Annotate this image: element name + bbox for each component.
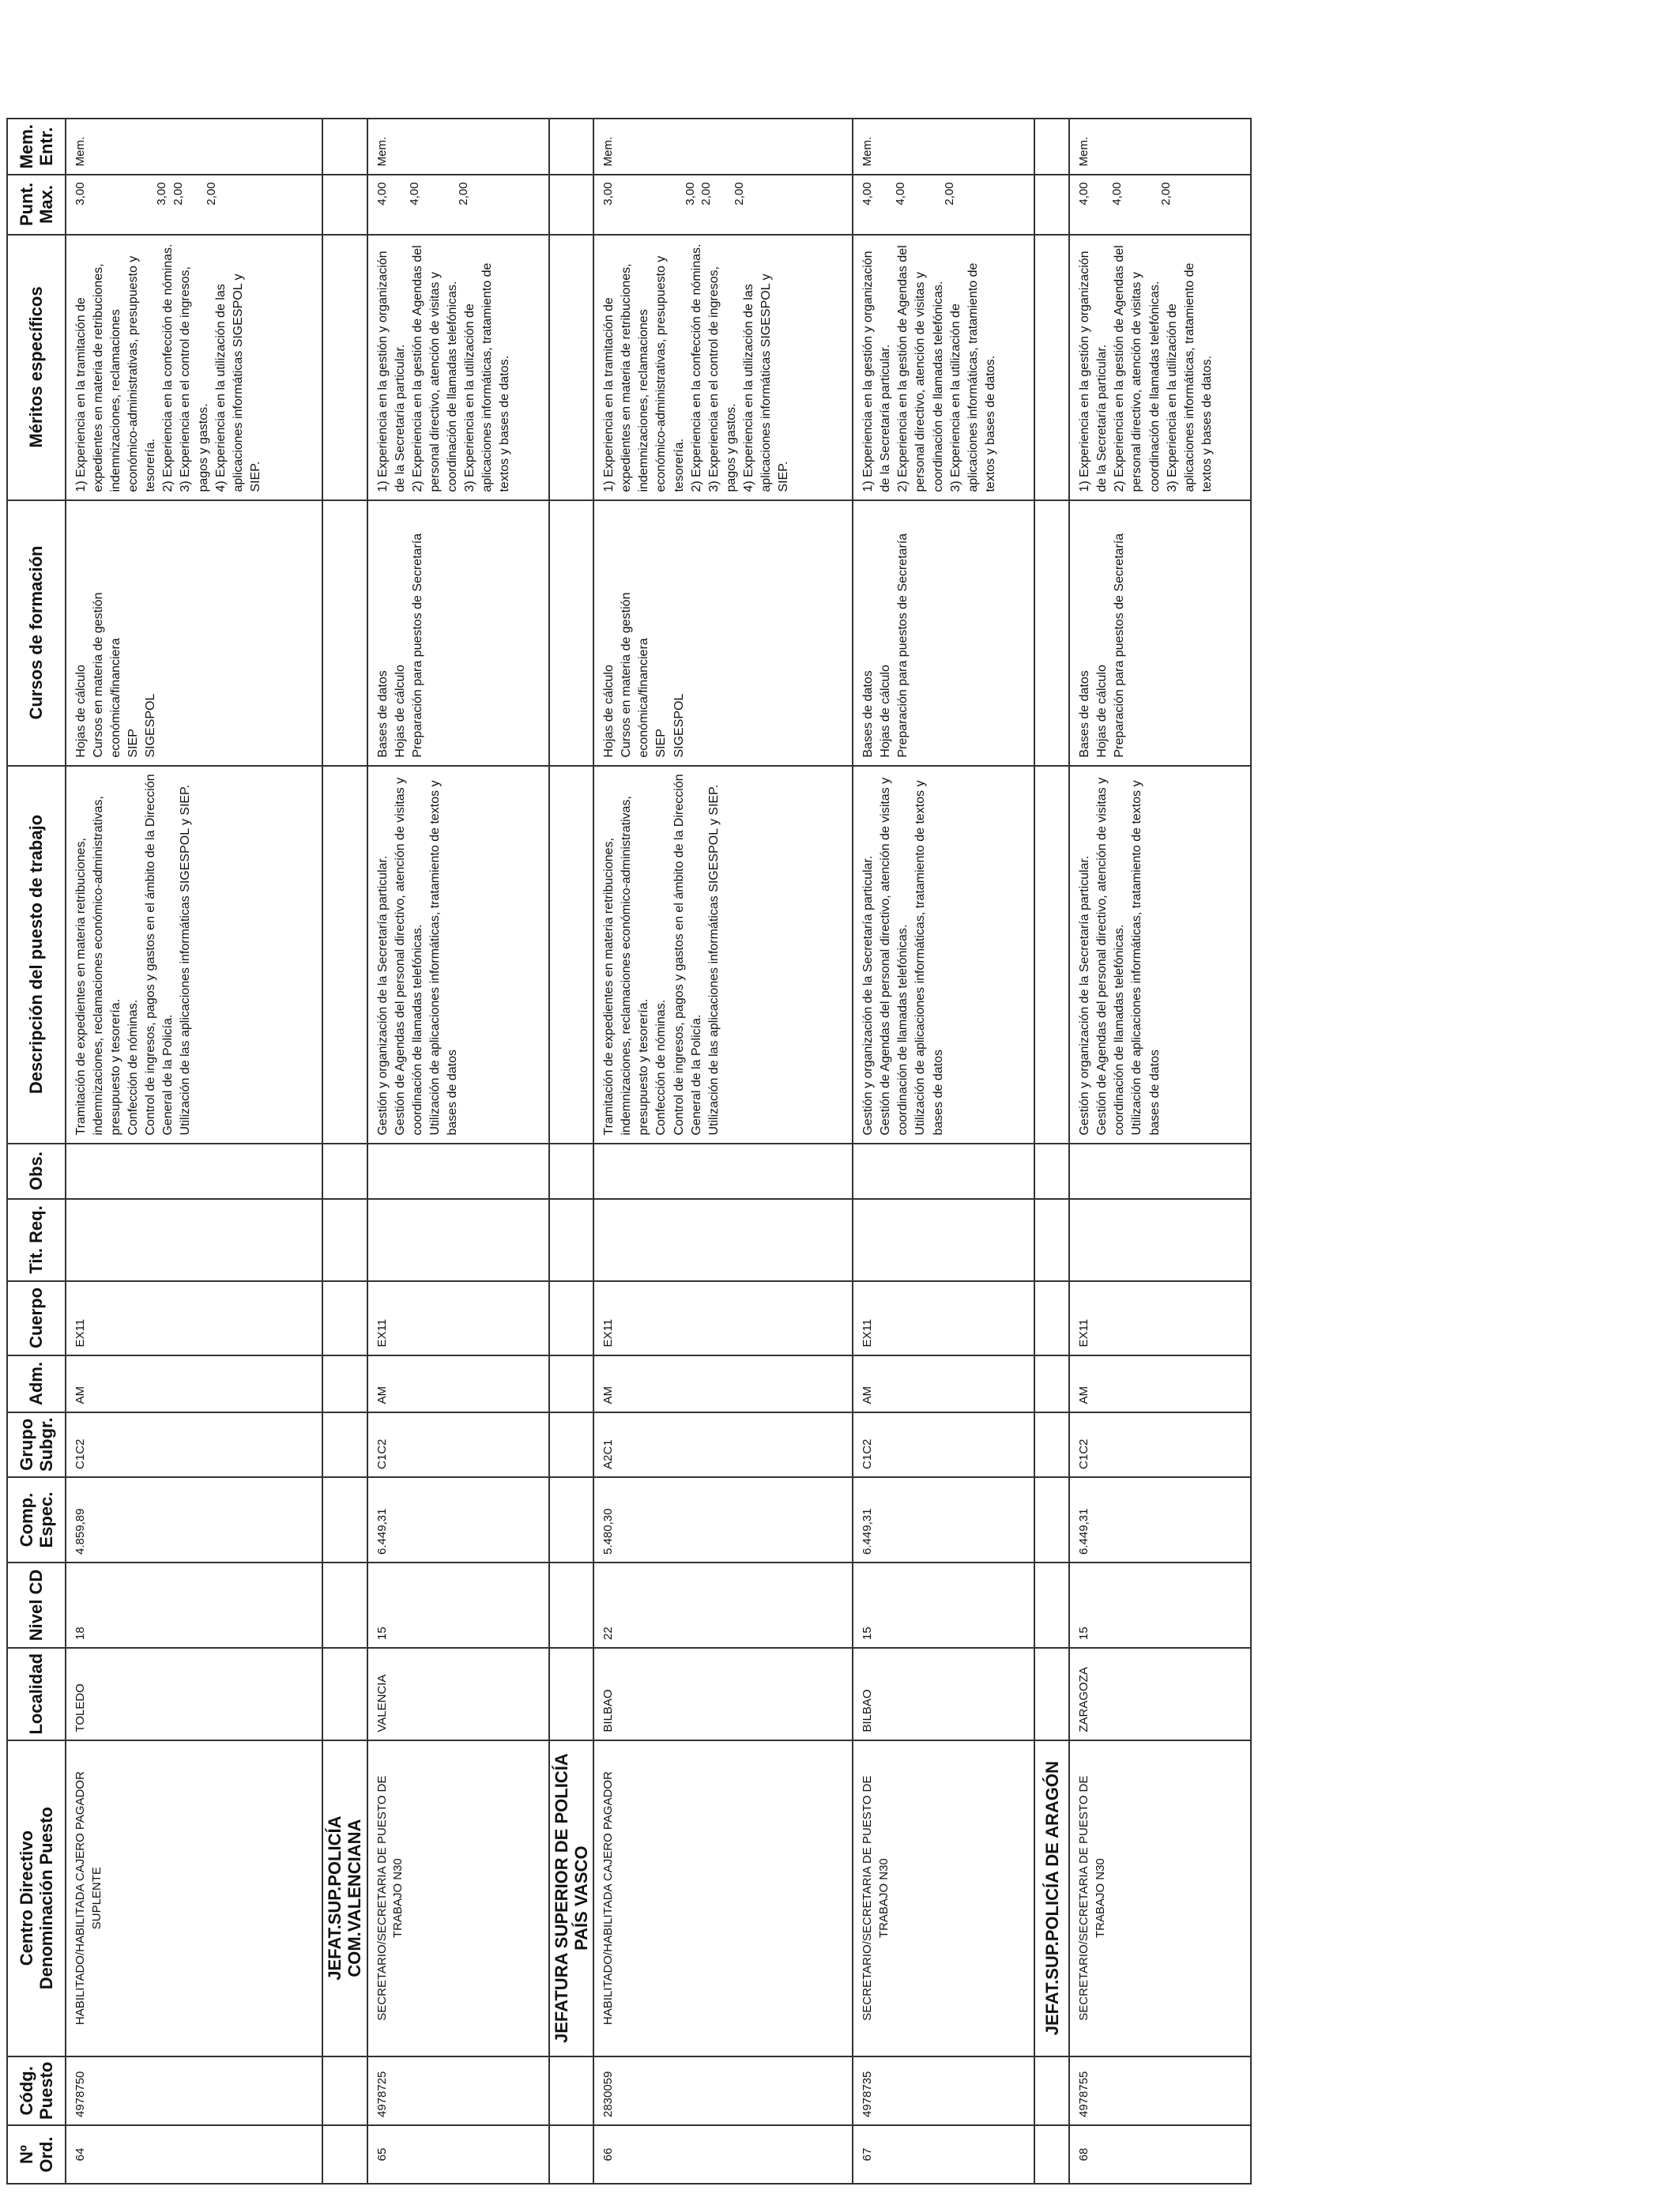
order-number-cell: 64 <box>66 2125 322 2184</box>
section-empty-cell <box>549 766 594 1144</box>
section-empty-cell <box>322 2125 367 2184</box>
observations-cell <box>1069 1144 1251 1199</box>
specific-merits-cell: 1) Experiencia en la tramitación de expedientes en materia de retribuciones, indemnizaciones, reclamaciones económico-administrativas, presupuesto y tesorería. 2) Experiencia en la confección de nóminas. 3) Experiencia en el control de ingresos, pagos y gastos. 4) Experiencia en la utilización de las aplicaciones informáticas SIGESPOL y SIEP. <box>593 235 853 500</box>
corps-cell: EX11 <box>66 1281 322 1355</box>
header-adm: Adm. <box>7 1355 66 1412</box>
header-obs: Obs. <box>7 1144 66 1199</box>
section-empty-cell <box>322 766 367 1144</box>
section-empty-cell <box>1034 119 1069 174</box>
level-cd-cell: 15 <box>367 1563 549 1648</box>
order-number-cell: 68 <box>1069 2125 1251 2184</box>
locality-cell: BILBAO <box>593 1648 853 1740</box>
table-row <box>367 119 549 2184</box>
table-row <box>1069 119 1251 2184</box>
section-empty-cell <box>1034 235 1069 500</box>
max-score-cell: 4,00 4,00 2,00 <box>1069 175 1251 235</box>
locality-cell: BILBAO <box>853 1648 1034 1740</box>
report-memory-cell: Mem. <box>367 119 549 174</box>
max-score-cell: 4,00 4,00 2,00 <box>367 175 549 235</box>
section-empty-cell <box>549 119 594 174</box>
group-subgroup-cell: C1C2 <box>367 1412 549 1477</box>
section-row <box>1034 119 1069 2184</box>
max-score-cell: 3,00 3,00 2,00 2,00 <box>593 175 853 235</box>
section-empty-cell <box>1034 1477 1069 1563</box>
section-empty-cell <box>322 2056 367 2125</box>
section-empty-cell <box>1034 1355 1069 1412</box>
required-title-cell <box>1069 1199 1251 1281</box>
table-row <box>853 119 1034 2184</box>
specific-complement-cell: 6.449,31 <box>367 1477 549 1563</box>
order-number-cell: 66 <box>593 2125 853 2184</box>
section-empty-cell <box>549 1355 594 1412</box>
section-empty-cell <box>322 1199 367 1281</box>
level-cd-cell: 15 <box>853 1563 1034 1648</box>
section-empty-cell <box>1034 1563 1069 1648</box>
job-description-cell: Tramitación de expedientes en materia retribuciones, indemnizaciones, reclamaciones económico-administrativas, presupuesto y tesorería. Confección de nóminas. Control de ingresos, pagos y gastos en el ámbito de la Dirección General de la Policía. Utilización de las aplicaciones informáticas SIGESPOL y SIEP. <box>66 766 322 1144</box>
group-subgroup-cell: A2C1 <box>593 1412 853 1477</box>
header-descripcion: Descripción del puesto de trabajo <box>7 766 66 1144</box>
observations-cell <box>853 1144 1034 1199</box>
group-subgroup-cell: C1C2 <box>66 1412 322 1477</box>
section-empty-cell <box>549 2056 594 2125</box>
job-description-cell: Tramitación de expedientes en materia retribuciones, indemnizaciones, reclamaciones económico-administrativas, presupuesto y tesorería. Confección de nóminas. Control de ingresos, pagos y gastos en el ámbito de la Dirección General de la Policía. Utilización de las aplicaciones informáticas SIGESPOL y SIEP. <box>593 766 853 1144</box>
section-empty-cell <box>549 500 594 766</box>
observations-cell <box>367 1144 549 1199</box>
specific-complement-cell: 5.480,30 <box>593 1477 853 1563</box>
order-number-cell: 65 <box>367 2125 549 2184</box>
section-empty-cell <box>322 500 367 766</box>
position-code-cell: 4978735 <box>853 2056 1034 2125</box>
section-empty-cell <box>1034 1281 1069 1355</box>
section-empty-cell <box>549 235 594 500</box>
header-grupo-subgr: Grupo Subgr. <box>7 1412 66 1477</box>
position-code-cell: 4978750 <box>66 2056 322 2125</box>
header-punt-max: Punt. Max. <box>7 175 66 235</box>
specific-complement-cell: 4.859,89 <box>66 1477 322 1563</box>
specific-merits-cell: 1) Experiencia en la tramitación de expedientes en materia de retribuciones, indemnizaciones, reclamaciones económico-administrativas, presupuesto y tesorería. 2) Experiencia en la confección de nóminas. 3) Experiencia en el control de ingresos, pagos y gastos. 4) Experiencia en la utilización de las aplicaciones informáticas SIGESPOL y SIEP. <box>66 235 322 500</box>
order-number-cell: 67 <box>853 2125 1034 2184</box>
corps-cell: EX11 <box>1069 1281 1251 1355</box>
table-row <box>593 119 853 2184</box>
section-empty-cell <box>549 1281 594 1355</box>
section-empty-cell <box>549 1477 594 1563</box>
header-localidad: Localidad <box>7 1648 66 1740</box>
section-empty-cell <box>1034 1144 1069 1199</box>
header-centro-directivo: Centro Directivo Denominación Puesto <box>7 1740 66 2056</box>
report-memory-cell: Mem. <box>66 119 322 174</box>
corps-cell: EX11 <box>853 1281 1034 1355</box>
position-code-cell: 2830059 <box>593 2056 853 2125</box>
group-subgroup-cell: C1C2 <box>1069 1412 1251 1477</box>
observations-cell <box>593 1144 853 1199</box>
position-name-cell: SECRETARIO/SECRETARIA DE PUESTO DE TRABAJO N30 <box>1069 1740 1251 2056</box>
specific-merits-cell: 1) Experiencia en la gestión y organización de la Secretaría particular. 2) Experiencia en la gestión de Agendas del personal directivo, atención de visitas y coordinación de llamadas telefónicas. 3) Experiencia en la utilización de aplicaciones informáticas, tratamiento de textos y bases de datos. <box>367 235 549 500</box>
required-title-cell <box>367 1199 549 1281</box>
observations-cell <box>66 1144 322 1199</box>
position-name-cell: SECRETARIO/SECRETARIA DE PUESTO DE TRABAJO N30 <box>367 1740 549 2056</box>
header-cod-puesto: Códg. Puesto <box>7 2056 66 2125</box>
header-cursos: Cursos de formación <box>7 500 66 766</box>
section-empty-cell <box>1034 1199 1069 1281</box>
section-empty-cell <box>322 119 367 174</box>
section-empty-cell <box>1034 2125 1069 2184</box>
required-title-cell <box>853 1199 1034 1281</box>
header-n-ord: Nº Ord. <box>7 2125 66 2184</box>
specific-complement-cell: 6.449,31 <box>1069 1477 1251 1563</box>
section-title: JEFAT.SUP.POLICÍA DE ARAGÓN <box>1034 1740 1069 2056</box>
report-memory-cell: Mem. <box>1069 119 1251 174</box>
section-empty-cell <box>1034 175 1069 235</box>
position-code-cell: 4978755 <box>1069 2056 1251 2125</box>
specific-merits-cell: 1) Experiencia en la gestión y organización de la Secretaría particular. 2) Experiencia en la gestión de Agendas del personal directivo, atención de visitas y coordinación de llamadas telefónicas. 3) Experiencia en la utilización de aplicaciones informáticas, tratamiento de textos y bases de datos. <box>853 235 1034 500</box>
training-courses-cell: Bases de datos Hojas de cálculo Preparación para puestos de Secretaría <box>1069 500 1251 766</box>
header-comp-espec: Comp. Espec. <box>7 1477 66 1563</box>
section-empty-cell <box>1034 2056 1069 2125</box>
max-score-cell: 4,00 4,00 2,00 <box>853 175 1034 235</box>
administration-cell: AM <box>593 1355 853 1412</box>
header-cuerpo: Cuerpo <box>7 1281 66 1355</box>
level-cd-cell: 18 <box>66 1563 322 1648</box>
administration-cell: AM <box>367 1355 549 1412</box>
section-empty-cell <box>549 1563 594 1648</box>
section-empty-cell <box>1034 1412 1069 1477</box>
section-empty-cell <box>549 2125 594 2184</box>
section-row <box>322 119 367 2184</box>
table-row <box>66 119 322 2184</box>
job-description-cell: Gestión y organización de la Secretaría particular. Gestión de Agendas del personal directivo, atención de visitas y coordinación de llamadas telefónicas. Utilización de aplicaciones informáticas, tratamiento de textos y bases de datos <box>853 766 1034 1144</box>
section-empty-cell <box>322 1563 367 1648</box>
level-cd-cell: 15 <box>1069 1563 1251 1648</box>
section-empty-cell <box>549 1648 594 1740</box>
job-description-cell: Gestión y organización de la Secretaría particular. Gestión de Agendas del personal directivo, atención de visitas y coordinación de llamadas telefónicas. Utilización de aplicaciones informáticas, tratamiento de textos y bases de datos <box>1069 766 1251 1144</box>
section-empty-cell <box>1034 766 1069 1144</box>
corps-cell: EX11 <box>367 1281 549 1355</box>
section-empty-cell <box>322 1477 367 1563</box>
group-subgroup-cell: C1C2 <box>853 1412 1034 1477</box>
position-name-cell: HABILITADO/HABILITADA CAJERO PAGADOR <box>593 1740 853 2056</box>
table-body <box>66 119 1251 2184</box>
locality-cell: VALENCIA <box>367 1648 549 1740</box>
header-row <box>7 119 66 2184</box>
section-empty-cell <box>322 235 367 500</box>
locality-cell: TOLEDO <box>66 1648 322 1740</box>
training-courses-cell: Bases de datos Hojas de cálculo Preparación para puestos de Secretaría <box>853 500 1034 766</box>
report-memory-cell: Mem. <box>593 119 853 174</box>
header-nivel-cd: Nivel CD <box>7 1563 66 1648</box>
max-score-cell: 3,00 3,00 2,00 2,00 <box>66 175 322 235</box>
section-empty-cell <box>322 1648 367 1740</box>
section-empty-cell <box>322 1281 367 1355</box>
header-mem-entr: Mem. Entr. <box>7 119 66 174</box>
administration-cell: AM <box>66 1355 322 1412</box>
locality-cell: ZARAGOZA <box>1069 1648 1251 1740</box>
specific-complement-cell: 6.449,31 <box>853 1477 1034 1563</box>
section-empty-cell <box>549 175 594 235</box>
corps-cell: EX11 <box>593 1281 853 1355</box>
training-courses-cell: Bases de datos Hojas de cálculo Preparación para puestos de Secretaría <box>367 500 549 766</box>
job-positions-table <box>6 118 1252 2185</box>
job-description-cell: Gestión y organización de la Secretaría particular. Gestión de Agendas del personal directivo, atención de visitas y coordinación de llamadas telefónicas. Utilización de aplicaciones informáticas, tratamiento de textos y bases de datos <box>367 766 549 1144</box>
report-memory-cell: Mem. <box>853 119 1034 174</box>
position-name-cell: HABILITADO/HABILITADA CAJERO PAGADOR SUPLENTE <box>66 1740 322 2056</box>
position-name-cell: SECRETARIO/SECRETARIA DE PUESTO DE TRABAJO N30 <box>853 1740 1034 2056</box>
header-tit-req: Tit. Req. <box>7 1199 66 1281</box>
section-title: JEFATURA SUPERIOR DE POLICÍA PAÍS VASCO <box>549 1740 594 2056</box>
section-empty-cell <box>322 1144 367 1199</box>
section-empty-cell <box>549 1144 594 1199</box>
required-title-cell <box>593 1199 853 1281</box>
section-empty-cell <box>1034 1648 1069 1740</box>
section-empty-cell <box>322 1355 367 1412</box>
section-title: JEFAT.SUP.POLICÍA COM.VALENCIANA <box>322 1740 367 2056</box>
training-courses-cell: Hojas de cálculo Cursos en materia de gestión económica/financiera SIEP SIGESPOL <box>66 500 322 766</box>
section-empty-cell <box>322 175 367 235</box>
level-cd-cell: 22 <box>593 1563 853 1648</box>
section-empty-cell <box>1034 500 1069 766</box>
training-courses-cell: Hojas de cálculo Cursos en materia de gestión económica/financiera SIEP SIGESPOL <box>593 500 853 766</box>
administration-cell: AM <box>853 1355 1034 1412</box>
section-empty-cell <box>549 1199 594 1281</box>
section-empty-cell <box>549 1412 594 1477</box>
section-row <box>549 119 594 2184</box>
administration-cell: AM <box>1069 1355 1251 1412</box>
required-title-cell <box>66 1199 322 1281</box>
position-code-cell: 4978725 <box>367 2056 549 2125</box>
header-meritos: Méritos específicos <box>7 235 66 500</box>
specific-merits-cell: 1) Experiencia en la gestión y organización de la Secretaría particular. 2) Experiencia en la gestión de Agendas del personal directivo, atención de visitas y coordinación de llamadas telefónicas. 3) Experiencia en la utilización de aplicaciones informáticas, tratamiento de textos y bases de datos. <box>1069 235 1251 500</box>
section-empty-cell <box>322 1412 367 1477</box>
